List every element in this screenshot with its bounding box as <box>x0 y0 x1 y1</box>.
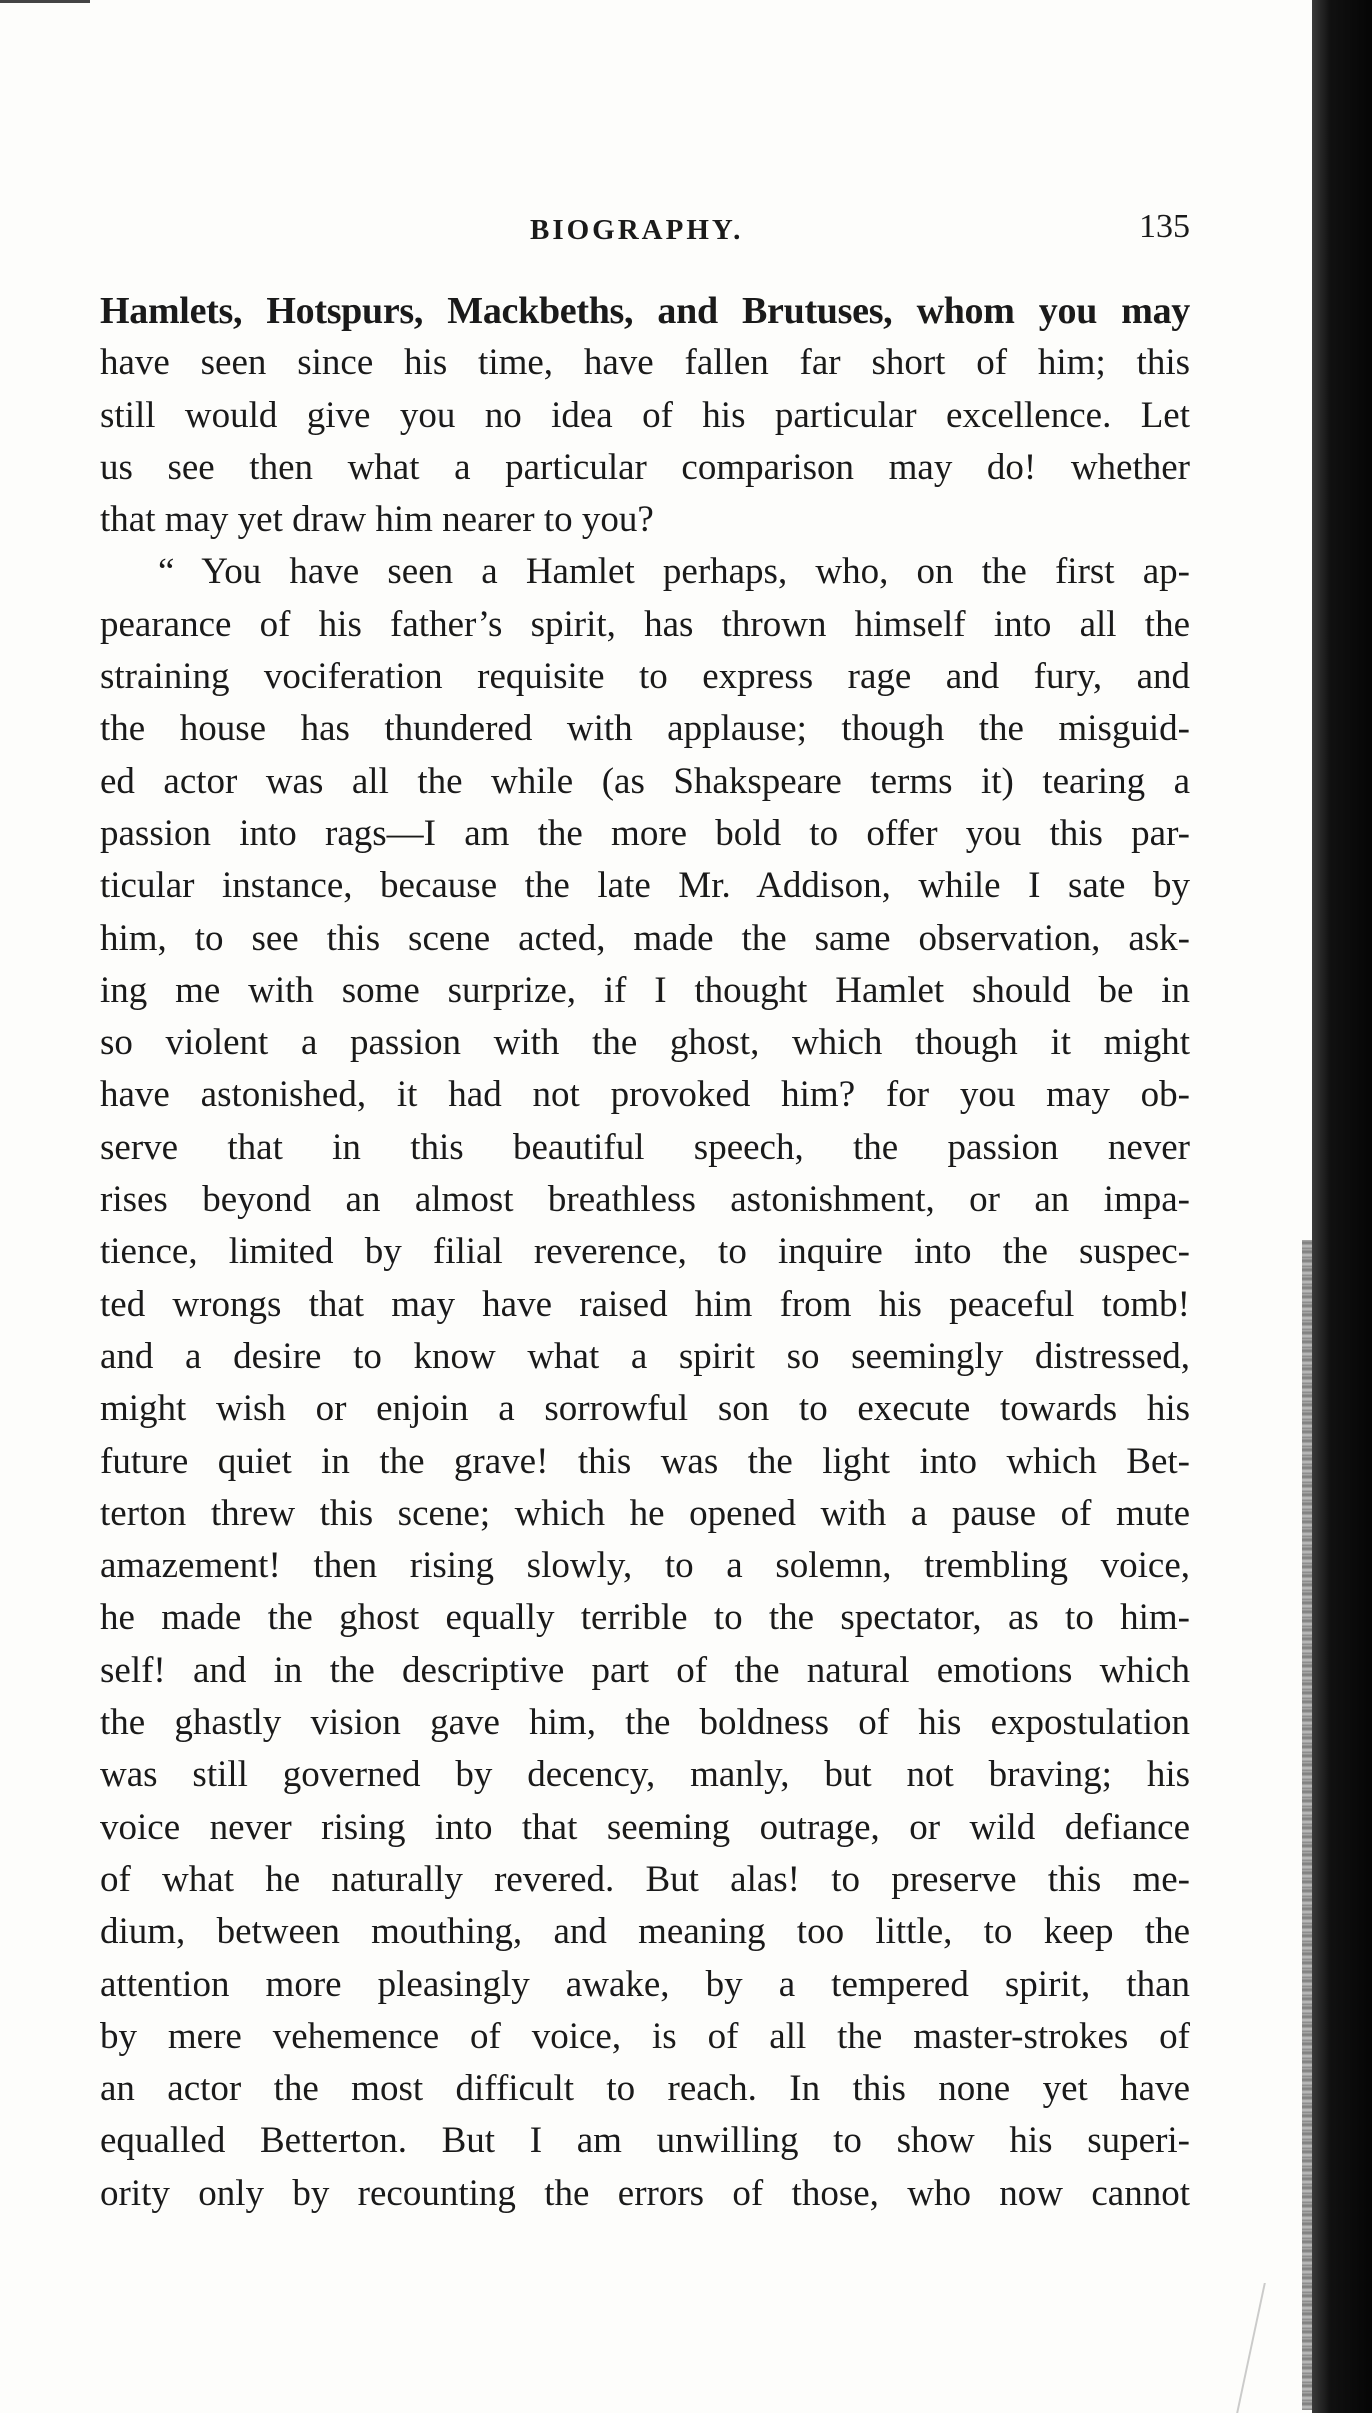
text-line: equalled Betterton. But I am unwilling to show his superi- <box>100 2120 1190 2162</box>
paragraph-1 <box>100 285 1190 546</box>
text-line: Hamlets, Hotspurs, Mackbeths, and Brutuses, whom you may <box>100 290 1190 332</box>
text-line: ticular instance, because the late Mr. Addison, while I sate by <box>100 865 1190 907</box>
text-line: terton threw this scene; which he opened with a pause of mute <box>100 1492 1190 1534</box>
text-line: future quiet in the grave! this was the light into which Bet- <box>100 1440 1190 1482</box>
text-line: serve that in this beautiful speech, the passion never <box>100 1126 1190 1168</box>
text-line: the house has thundered with applause; though the misguid- <box>100 708 1190 750</box>
paragraph-2 <box>100 546 1190 2220</box>
text-line: “ You have seen a Hamlet perhaps, who, on the first ap- <box>158 551 1190 593</box>
text-line: him, to see this scene acted, made the same observation, ask- <box>100 917 1190 959</box>
running-title: BIOGRAPHY. <box>530 214 744 246</box>
body-text <box>100 285 1190 2220</box>
text-line: of what he naturally revered. But alas! to preserve this me- <box>100 1858 1190 1900</box>
text-line: ing me with some surprize, if I thought Hamlet should be in <box>100 969 1190 1011</box>
text-line: attention more pleasingly awake, by a tempered spirit, than <box>100 1963 1190 2005</box>
text-line: self! and in the descriptive part of the natural emotions which <box>100 1649 1190 1691</box>
page-number: 135 <box>1139 208 1190 245</box>
text-line: ed actor was all the while (as Shakspeare terms it) tearing a <box>100 760 1190 802</box>
text-line: by mere vehemence of voice, is of all the master-strokes of <box>100 2015 1190 2057</box>
scan-edge-top <box>0 0 90 3</box>
scan-edge-right <box>1312 0 1372 2413</box>
text-line: was still governed by decency, manly, but not braving; his <box>100 1754 1190 1796</box>
text-line: rises beyond an almost breathless astonishment, or an impa- <box>100 1179 1190 1221</box>
text-line: have seen since his time, have fallen far short of him; this <box>100 342 1190 384</box>
text-line: voice never rising into that seeming outrage, or wild defiance <box>100 1806 1190 1848</box>
text-line: ted wrongs that may have raised him from his peaceful tomb! <box>100 1283 1190 1325</box>
text-line: ority only by recounting the errors of those, who now cannot <box>100 2172 1190 2214</box>
text-line: an actor the most difficult to reach. In this none yet have <box>100 2068 1190 2110</box>
text-line: tience, limited by filial reverence, to inquire into the suspec- <box>100 1231 1190 1273</box>
text-line: straining vociferation requisite to express rage and fury, and <box>100 656 1190 698</box>
text-line: have astonished, it had not provoked him? for you may ob- <box>100 1074 1190 1116</box>
text-line: the ghastly vision gave him, the boldness of his expostulation <box>100 1702 1190 1744</box>
text-line: and a desire to know what a spirit so seemingly distressed, <box>100 1335 1190 1377</box>
text-line: might wish or enjoin a sorrowful son to execute towards his <box>100 1388 1190 1430</box>
text-line: amazement! then rising slowly, to a solemn, trembling voice, <box>100 1545 1190 1587</box>
text-line: he made the ghost equally terrible to the spectator, as to him- <box>100 1597 1190 1639</box>
text-line: us see then what a particular comparison may do! whether <box>100 446 1190 488</box>
text-line: still would give you no idea of his particular excellence. Let <box>100 394 1190 436</box>
text-line: that may yet draw him nearer to you? <box>100 499 654 541</box>
text-line: pearance of his father’s spirit, has thrown himself into all the <box>100 603 1190 645</box>
text-line: so violent a passion with the ghost, which though it might <box>100 1022 1190 1064</box>
scan-edge-texture <box>1302 1240 1312 2410</box>
text-line: passion into rags—I am the more bold to offer you this par- <box>100 812 1190 854</box>
running-head <box>100 208 1190 258</box>
text-line: dium, between mouthing, and meaning too little, to keep the <box>100 1911 1190 1953</box>
